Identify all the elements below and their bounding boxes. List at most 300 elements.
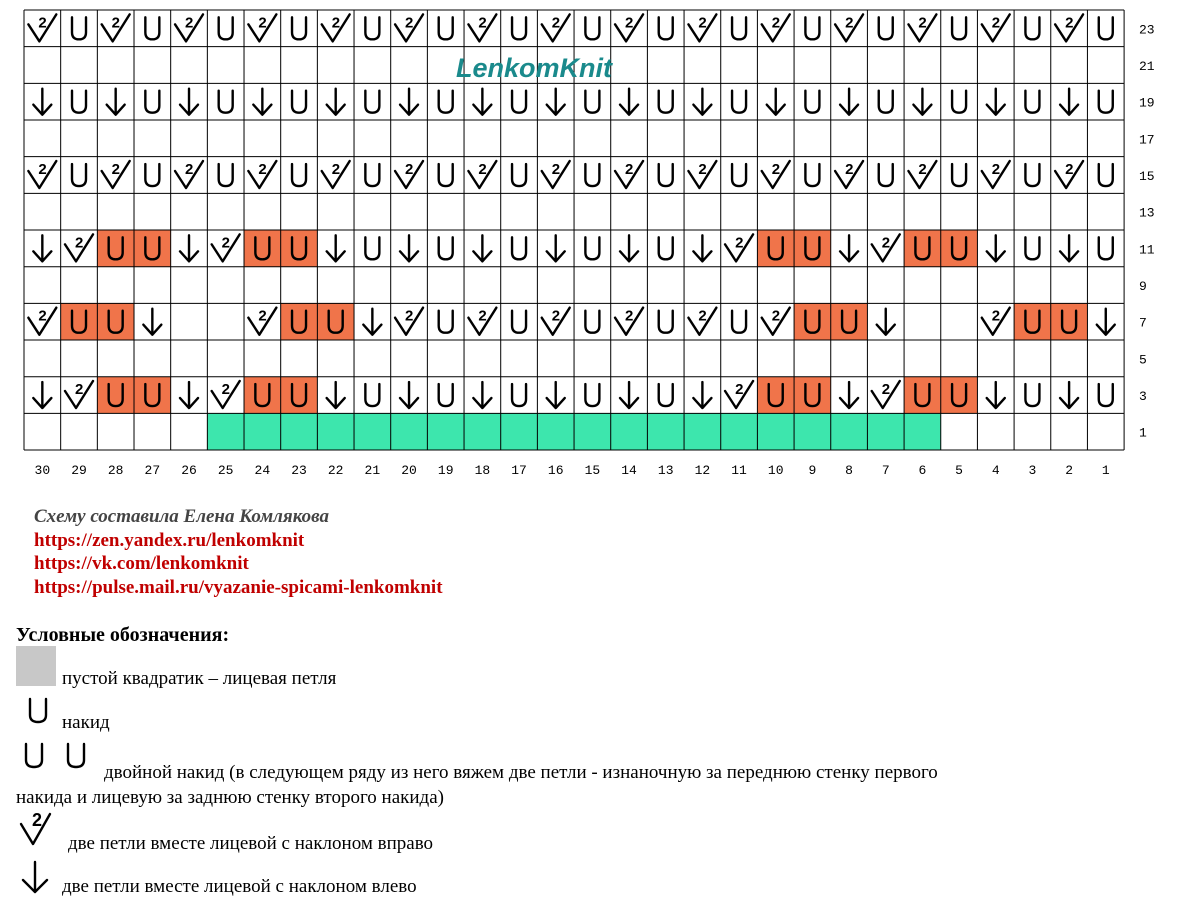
yarn-over-symbol [585, 91, 599, 113]
svg-text:2: 2 [698, 161, 707, 179]
svg-text:2: 2 [845, 161, 854, 179]
yarn-over-symbol [805, 17, 819, 39]
double-yarn-over-icon [18, 738, 98, 774]
column-label: 4 [991, 463, 1000, 478]
yarn-over-symbol [659, 311, 673, 333]
k2tog-left-symbol [363, 309, 381, 335]
svg-text:2: 2 [845, 14, 854, 32]
column-label: 27 [144, 463, 161, 478]
k2tog-right-symbol [395, 161, 423, 188]
k2tog-left-symbol [840, 235, 858, 261]
k2tog-left-symbol [913, 89, 931, 115]
column-label: 18 [474, 463, 491, 478]
k2tog-right-symbol [212, 234, 240, 261]
yarn-over-symbol [659, 91, 673, 113]
svg-text:2: 2 [38, 307, 47, 325]
yarn-over-symbol [952, 164, 966, 186]
yarn-over-symbol [72, 17, 86, 39]
yarn-over-symbol [585, 311, 599, 333]
double-yo-cell [281, 230, 318, 267]
svg-text:2: 2 [478, 161, 487, 179]
k2tog-right-symbol [615, 308, 643, 335]
svg-text:2: 2 [735, 381, 744, 399]
yarn-over-symbol [512, 91, 526, 113]
yarn-over-symbol [145, 17, 159, 39]
svg-text:2: 2 [625, 161, 634, 179]
double-yo-cell [97, 303, 134, 340]
yarn-over-symbol [292, 164, 306, 186]
yarn-over-symbol [1025, 91, 1039, 113]
svg-text:2: 2 [111, 14, 121, 32]
svg-text:2: 2 [331, 161, 341, 179]
column-label: 16 [547, 463, 564, 478]
k2tog-right-symbol [175, 14, 203, 41]
yarn-over-symbol [732, 91, 746, 113]
k2tog-left-symbol [767, 89, 785, 115]
double-yo-cell [97, 377, 134, 414]
k2tog-left-symbol [987, 235, 1005, 261]
k2tog-left-symbol [877, 309, 895, 335]
yarn-over-symbol [732, 311, 746, 333]
k2tog-left-symbol [473, 235, 491, 261]
k2tog-right-symbol [468, 308, 496, 335]
yarn-over-symbol [585, 17, 599, 39]
row-label: 21 [1139, 59, 1155, 75]
yarn-over-symbol [365, 91, 379, 113]
column-label: 15 [584, 463, 601, 478]
k2tog-right-symbol [28, 308, 56, 335]
yarn-over-symbol [219, 164, 233, 186]
column-label: 14 [621, 463, 637, 478]
k2tog-left-symbol [840, 89, 858, 115]
k2tog-right-symbol [908, 14, 936, 41]
legend-text-k2tog-left: две петли вместе лицевой с наклоном влево [62, 876, 417, 897]
double-yo-cell [757, 377, 794, 414]
k2tog-left-symbol [33, 89, 51, 115]
column-label: 8 [845, 463, 853, 478]
yarn-over-symbol [585, 384, 599, 406]
k2tog-right-symbol [688, 14, 716, 41]
k2tog-left-symbol [400, 89, 418, 115]
row-label: 11 [1139, 242, 1155, 258]
k2tog-right-symbol [542, 161, 570, 188]
row-label: 5 [1139, 352, 1147, 368]
yarn-over-symbol [879, 91, 893, 113]
yarn-over-symbol [1025, 237, 1039, 259]
k2tog-right-symbol [835, 14, 863, 41]
svg-text:2: 2 [258, 14, 267, 32]
row-label: 3 [1139, 389, 1147, 405]
gray-square-icon [16, 646, 56, 686]
double-yo-cell [244, 377, 281, 414]
svg-text:2: 2 [221, 381, 231, 399]
row-labels [1139, 22, 1155, 440]
k2tog-left-symbol [473, 382, 491, 408]
yarn-over-symbol [1025, 164, 1039, 186]
double-yo-cell [281, 377, 318, 414]
k2tog-left-symbol [327, 235, 345, 261]
k2tog-left-symbol [473, 89, 491, 115]
k2tog-right-symbol [248, 308, 276, 335]
yarn-over-symbol [732, 164, 746, 186]
row-label: 15 [1139, 169, 1155, 185]
column-label: 25 [217, 463, 234, 478]
k2tog-right-symbol [725, 234, 753, 261]
k2tog-right-symbol [468, 161, 496, 188]
k2tog-left-symbol [547, 382, 565, 408]
row1-highlight-cell [244, 413, 281, 450]
yarn-over-symbol [292, 17, 306, 39]
svg-text:2: 2 [771, 161, 781, 179]
row1-highlight-cell [281, 413, 318, 450]
double-yo-cell [134, 377, 171, 414]
row1-highlight-cell [904, 413, 941, 450]
legend-text-k2tog-right: две петли вместе лицевой с наклоном вправо [68, 833, 434, 854]
svg-text:2: 2 [991, 307, 1001, 325]
column-label: 10 [767, 463, 784, 478]
k2tog-right-symbol [395, 14, 423, 41]
k2tog-right-symbol [872, 381, 900, 408]
row1-highlight-cell [647, 413, 684, 450]
row1-highlight-cell [317, 413, 354, 450]
legend-text-double-yo-cont: накида и лицевую за заднюю стенку второго накида) [16, 787, 444, 808]
k2tog-left-symbol [1060, 235, 1078, 261]
yarn-over-symbol [72, 164, 86, 186]
yarn-over-symbol [1099, 91, 1113, 113]
yarn-over-symbol [879, 164, 893, 186]
yarn-over-symbol [72, 91, 86, 113]
row1-highlight-cell [391, 413, 428, 450]
yarn-over-symbol [439, 91, 453, 113]
k2tog-right-symbol [615, 14, 643, 41]
row-label: 7 [1139, 315, 1147, 331]
k2tog-right-symbol [762, 14, 790, 41]
double-yo-cell [941, 230, 978, 267]
k2tog-left-symbol [547, 235, 565, 261]
k2tog-left-symbol [693, 382, 711, 408]
row1-highlight-cell [574, 413, 611, 450]
double-yo-cell [281, 303, 318, 340]
yarn-over-symbol [659, 17, 673, 39]
svg-text:2: 2 [991, 161, 1001, 179]
column-label: 11 [731, 463, 747, 478]
row-label: 23 [1139, 22, 1155, 38]
yarn-over-symbol [805, 164, 819, 186]
svg-text:2: 2 [881, 381, 891, 399]
svg-text:2: 2 [405, 161, 414, 179]
author-line: Схему составила Елена Комлякова [34, 506, 329, 527]
yarn-over-symbol [512, 164, 526, 186]
svg-text:2: 2 [918, 161, 927, 179]
column-label: 22 [327, 463, 344, 478]
row1-highlight-cell [721, 413, 758, 450]
k2tog-left-symbol [987, 382, 1005, 408]
column-labels [35, 463, 1110, 478]
row-label: 1 [1139, 425, 1147, 441]
credit-block [34, 505, 443, 599]
svg-text:2: 2 [75, 234, 84, 252]
k2tog-right-symbol [322, 14, 350, 41]
yarn-over-symbol [1025, 384, 1039, 406]
yarn-over-symbol [512, 311, 526, 333]
yarn-over-symbol [1099, 384, 1113, 406]
svg-text:2: 2 [551, 307, 561, 325]
svg-text:2: 2 [881, 234, 891, 252]
k2tog-right-symbol [248, 161, 276, 188]
double-yo-cell [794, 303, 831, 340]
row1-highlight-cell [867, 413, 904, 450]
svg-text:2: 2 [75, 381, 84, 399]
svg-text:2: 2 [698, 14, 707, 32]
legend-text-double-yo: двойной накид (в следующем ряду из него вяжем две петли - изнаночную за переднюю стенку первого [104, 762, 938, 783]
svg-text:2: 2 [478, 307, 487, 325]
k2tog-right-symbol [1055, 14, 1083, 41]
k2tog-left-symbol [400, 235, 418, 261]
k2tog-right-symbol [395, 308, 423, 335]
k2tog-right-symbol [688, 308, 716, 335]
row-label: 19 [1139, 95, 1155, 111]
k2tog-left-symbol [547, 89, 565, 115]
k2tog-left-icon [18, 858, 54, 898]
k2tog-left-symbol [400, 382, 418, 408]
k2tog-left-symbol [327, 89, 345, 115]
k2tog-left-symbol [1060, 382, 1078, 408]
column-label: 24 [254, 463, 271, 478]
double-yo-cell [317, 303, 354, 340]
row1-highlight-cell [757, 413, 794, 450]
svg-text:2: 2 [405, 14, 414, 32]
yarn-over-symbol [439, 17, 453, 39]
k2tog-left-symbol [327, 382, 345, 408]
row1-highlight-cell [831, 413, 868, 450]
svg-text:2: 2 [258, 307, 267, 325]
yarn-over-symbol [1099, 164, 1113, 186]
k2tog-left-symbol [253, 89, 271, 115]
svg-text:2: 2 [551, 161, 561, 179]
svg-text:2: 2 [735, 234, 744, 252]
yarn-over-symbol [1025, 17, 1039, 39]
column-label: 13 [657, 463, 674, 478]
row-label: 17 [1139, 132, 1155, 148]
yarn-over-symbol [805, 91, 819, 113]
k2tog-right-symbol [835, 161, 863, 188]
yarn-over-symbol [879, 17, 893, 39]
column-label: 20 [401, 463, 417, 478]
yarn-over-symbol [365, 164, 379, 186]
yarn-over-symbol [512, 384, 526, 406]
svg-text:2: 2 [625, 14, 634, 32]
column-label: 21 [364, 463, 381, 478]
svg-text:2: 2 [1065, 14, 1074, 32]
yarn-over-symbol [512, 237, 526, 259]
yarn-over-symbol [439, 164, 453, 186]
yarn-over-symbol [145, 164, 159, 186]
k2tog-left-symbol [107, 89, 125, 115]
yarn-over-symbol [439, 237, 453, 259]
row1-highlight-cell [354, 413, 391, 450]
double-yo-cell [904, 230, 941, 267]
svg-text:2: 2 [185, 14, 194, 32]
yarn-over-symbol [365, 237, 379, 259]
k2tog-left-symbol [1060, 89, 1078, 115]
link-vk[interactable]: https://vk.com/lenkomknit [34, 553, 249, 574]
k2tog-left-symbol [180, 89, 198, 115]
svg-text:2: 2 [38, 161, 47, 179]
svg-text:2: 2 [771, 307, 781, 325]
yarn-over-symbol [659, 164, 673, 186]
double-yo-cell [1051, 303, 1088, 340]
legend-title: Условные обозначения: [16, 624, 230, 646]
k2tog-right-symbol [28, 14, 56, 41]
column-label: 5 [955, 463, 963, 478]
k2tog-right-symbol [872, 234, 900, 261]
yarn-over-symbol [1099, 17, 1113, 39]
column-label: 30 [34, 463, 51, 478]
k2tog-right-symbol [762, 161, 790, 188]
k2tog-left-symbol [33, 382, 51, 408]
svg-text:2: 2 [111, 161, 121, 179]
column-label: 3 [1028, 463, 1037, 478]
column-label: 17 [511, 463, 527, 478]
yarn-over-symbol [585, 164, 599, 186]
k2tog-left-symbol [1097, 309, 1115, 335]
k2tog-left-symbol [693, 235, 711, 261]
legend-text-knit: пустой квадратик – лицевая петля [62, 668, 337, 689]
yarn-over-symbol [292, 91, 306, 113]
double-yo-cell [757, 230, 794, 267]
column-label: 28 [107, 463, 124, 478]
yarn-over-symbol [219, 91, 233, 113]
yarn-over-symbol [439, 384, 453, 406]
yarn-over-symbol [659, 384, 673, 406]
k2tog-right-symbol [248, 14, 276, 41]
double-yo-cell [794, 230, 831, 267]
yarn-over-symbol [732, 17, 746, 39]
k2tog-right-symbol [982, 14, 1010, 41]
yarn-over-symbol [1099, 237, 1113, 259]
svg-text:2: 2 [1065, 161, 1074, 179]
column-label: 7 [881, 463, 890, 478]
double-yo-cell [97, 230, 134, 267]
k2tog-right-icon [16, 808, 56, 848]
legend-text-yo: накид [62, 712, 110, 733]
svg-text:2: 2 [331, 14, 341, 32]
k2tog-left-symbol [33, 235, 51, 261]
yarn-over-symbol [365, 17, 379, 39]
k2tog-left-symbol [693, 89, 711, 115]
k2tog-right-symbol [982, 161, 1010, 188]
k2tog-right-symbol [908, 161, 936, 188]
column-label: 1 [1101, 463, 1110, 478]
yarn-over-symbol [439, 311, 453, 333]
column-label: 29 [71, 463, 87, 478]
link-pulse[interactable]: https://pulse.mail.ru/vyazanie-spicami-lenkomknit [34, 576, 443, 598]
column-label: 6 [918, 463, 927, 478]
k2tog-left-symbol [620, 382, 638, 408]
double-yo-cell [941, 377, 978, 414]
watermark-text: LenkomKnit [456, 53, 613, 83]
k2tog-right-symbol [102, 161, 130, 188]
yarn-over-symbol [952, 17, 966, 39]
k2tog-left-symbol [620, 235, 638, 261]
row1-highlight-cell [684, 413, 721, 450]
double-yo-cell [794, 377, 831, 414]
svg-text:2: 2 [551, 14, 561, 32]
double-yo-cell [61, 303, 98, 340]
k2tog-right-symbol [28, 161, 56, 188]
double-yo-cell [904, 377, 941, 414]
k2tog-left-symbol [143, 309, 161, 335]
yarn-over-symbol [145, 91, 159, 113]
k2tog-right-symbol [542, 14, 570, 41]
column-label: 12 [694, 463, 711, 478]
svg-text:2: 2 [221, 234, 231, 252]
svg-text:2: 2 [32, 810, 43, 830]
yarn-over-symbol [952, 91, 966, 113]
row1-highlight-cell [794, 413, 831, 450]
k2tog-right-symbol [615, 161, 643, 188]
column-label: 23 [291, 463, 307, 478]
yarn-over-icon [20, 693, 56, 727]
yarn-over-symbol [585, 237, 599, 259]
svg-text:2: 2 [38, 14, 47, 32]
svg-text:2: 2 [771, 14, 781, 32]
yarn-over-symbol [219, 17, 233, 39]
k2tog-left-symbol [180, 382, 198, 408]
k2tog-right-symbol [688, 161, 716, 188]
svg-text:2: 2 [478, 14, 487, 32]
k2tog-right-symbol [65, 234, 93, 261]
double-yo-cell [1014, 303, 1051, 340]
k2tog-right-symbol [102, 14, 130, 41]
k2tog-right-symbol [322, 161, 350, 188]
column-label: 26 [181, 463, 197, 478]
row1-highlight-cell [611, 413, 648, 450]
k2tog-right-symbol [65, 381, 93, 408]
column-label: 2 [1065, 463, 1074, 478]
svg-text:2: 2 [258, 161, 267, 179]
k2tog-right-symbol [762, 308, 790, 335]
svg-text:2: 2 [405, 307, 414, 325]
k2tog-right-symbol [212, 381, 240, 408]
k2tog-right-symbol [468, 14, 496, 41]
link-zen[interactable]: https://zen.yandex.ru/lenkomknit [34, 529, 305, 551]
column-label: 9 [808, 463, 817, 478]
row1-highlight-cell [501, 413, 538, 450]
row1-highlight-cell [427, 413, 464, 450]
double-yo-cell [134, 230, 171, 267]
double-yo-cell [831, 303, 868, 340]
yarn-over-symbol [365, 384, 379, 406]
row-label: 9 [1139, 279, 1147, 295]
k2tog-right-symbol [542, 308, 570, 335]
k2tog-right-symbol [1055, 161, 1083, 188]
double-yo-cell [244, 230, 281, 267]
row1-highlight-cell [207, 413, 244, 450]
row1-highlight-cell [537, 413, 574, 450]
k2tog-left-symbol [180, 235, 198, 261]
k2tog-right-symbol [982, 308, 1010, 335]
svg-text:2: 2 [185, 161, 194, 179]
k2tog-left-symbol [620, 89, 638, 115]
k2tog-left-symbol [840, 382, 858, 408]
yarn-over-symbol [512, 17, 526, 39]
svg-text:2: 2 [991, 14, 1001, 32]
svg-text:2: 2 [918, 14, 927, 32]
row1-highlight-cell [464, 413, 501, 450]
k2tog-left-symbol [987, 89, 1005, 115]
yarn-over-symbol [659, 237, 673, 259]
